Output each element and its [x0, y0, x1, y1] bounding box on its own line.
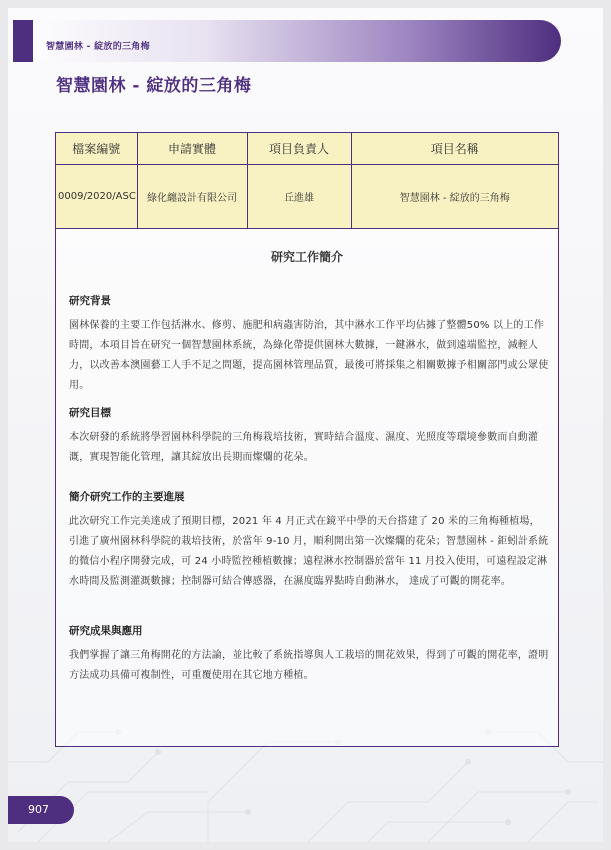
section-heading: 研究背景: [69, 295, 111, 307]
table-header-cell: 項目名稱: [351, 133, 558, 165]
section-background: [69, 293, 549, 396]
table-header-row: [56, 133, 558, 165]
applicant-cell: 綠化纏設計有限公司: [137, 165, 247, 229]
project-info-table: [56, 133, 558, 229]
project-info-box: [55, 132, 559, 747]
table-header-cell: 檔案編號: [56, 133, 137, 165]
section-progress: [69, 489, 549, 592]
project-lead-cell: 丘進雄: [247, 165, 351, 229]
section-results: [69, 623, 549, 686]
table-header-cell: 申請實體: [137, 133, 247, 165]
header-breadcrumb: 智慧園林 - 綻放的三角梅: [46, 42, 150, 52]
section-body: 我們掌握了讓三角梅開花的方法論，並比較了系統指導與人工栽培的開花效果，得到了可觀的開花率，證明方法成功具備可複制性，可重覆使用在其它地方種植。: [69, 650, 549, 681]
section-heading: 研究目標: [69, 407, 111, 419]
section-body: 此次研究工作完美達成了預期目標，2021 年 4 月正式在鏡平中學的天台搭建了 20 米的三角梅種植場，引進了廣州園林科學院的栽培技術，於當年 9-10 月，順利開出第一次燦爛的花朵；智慧園林 - 鉅蚓計系統的微信小程序開發完成，可 24 小時監控種植數據；遠程淋水控制器於當年 11 月投入使用，可遠程設定淋水時間及監測灌溉數據；控制器可結合傳感器，在濕度臨界點時自動淋水， 達成了可觀的開花率。: [69, 516, 549, 587]
table-row: [56, 165, 558, 229]
file-number-cell: 0009/2020/ASC: [56, 165, 137, 229]
section-body: 本次研發的系統將學習園林科學院的三角梅栽培技術，實時結合溫度、濕度、光照度等環境參數而自動灌溉，實現智能化管理，讓其綻放出長期而燦爛的花朵。: [69, 432, 539, 463]
project-name-cell: 智慧園林 - 綻放的三角梅: [351, 165, 558, 229]
research-title: 研究工作簡介: [270, 250, 343, 264]
section-heading: 研究成果與應用: [69, 625, 143, 637]
section-objective: [69, 405, 549, 468]
section-heading: 簡介研究工作的主要進展: [69, 491, 185, 503]
section-body: 園林保養的主要工作包括淋水、修剪、施肥和病蟲害防治，其中淋水工作平均佔據了整體50% 以上的工作時間，本項目旨在研究一個智慧園林系統，為綠化帶提供園林大數據，一鍵淋水，做到遠端監控，減輕人力，以改善本澳園藝工人手不足之問題，提高園林管理品質，最後可將採集之相關數據予相關部門或公眾使用。: [69, 320, 549, 391]
page-number: 907: [8, 796, 74, 824]
table-header-cell: 項目負責人: [247, 133, 351, 165]
document-page: [8, 8, 603, 842]
page-title: 智慧園林 - 綻放的三角梅: [56, 76, 252, 96]
header-tab: [13, 20, 33, 62]
